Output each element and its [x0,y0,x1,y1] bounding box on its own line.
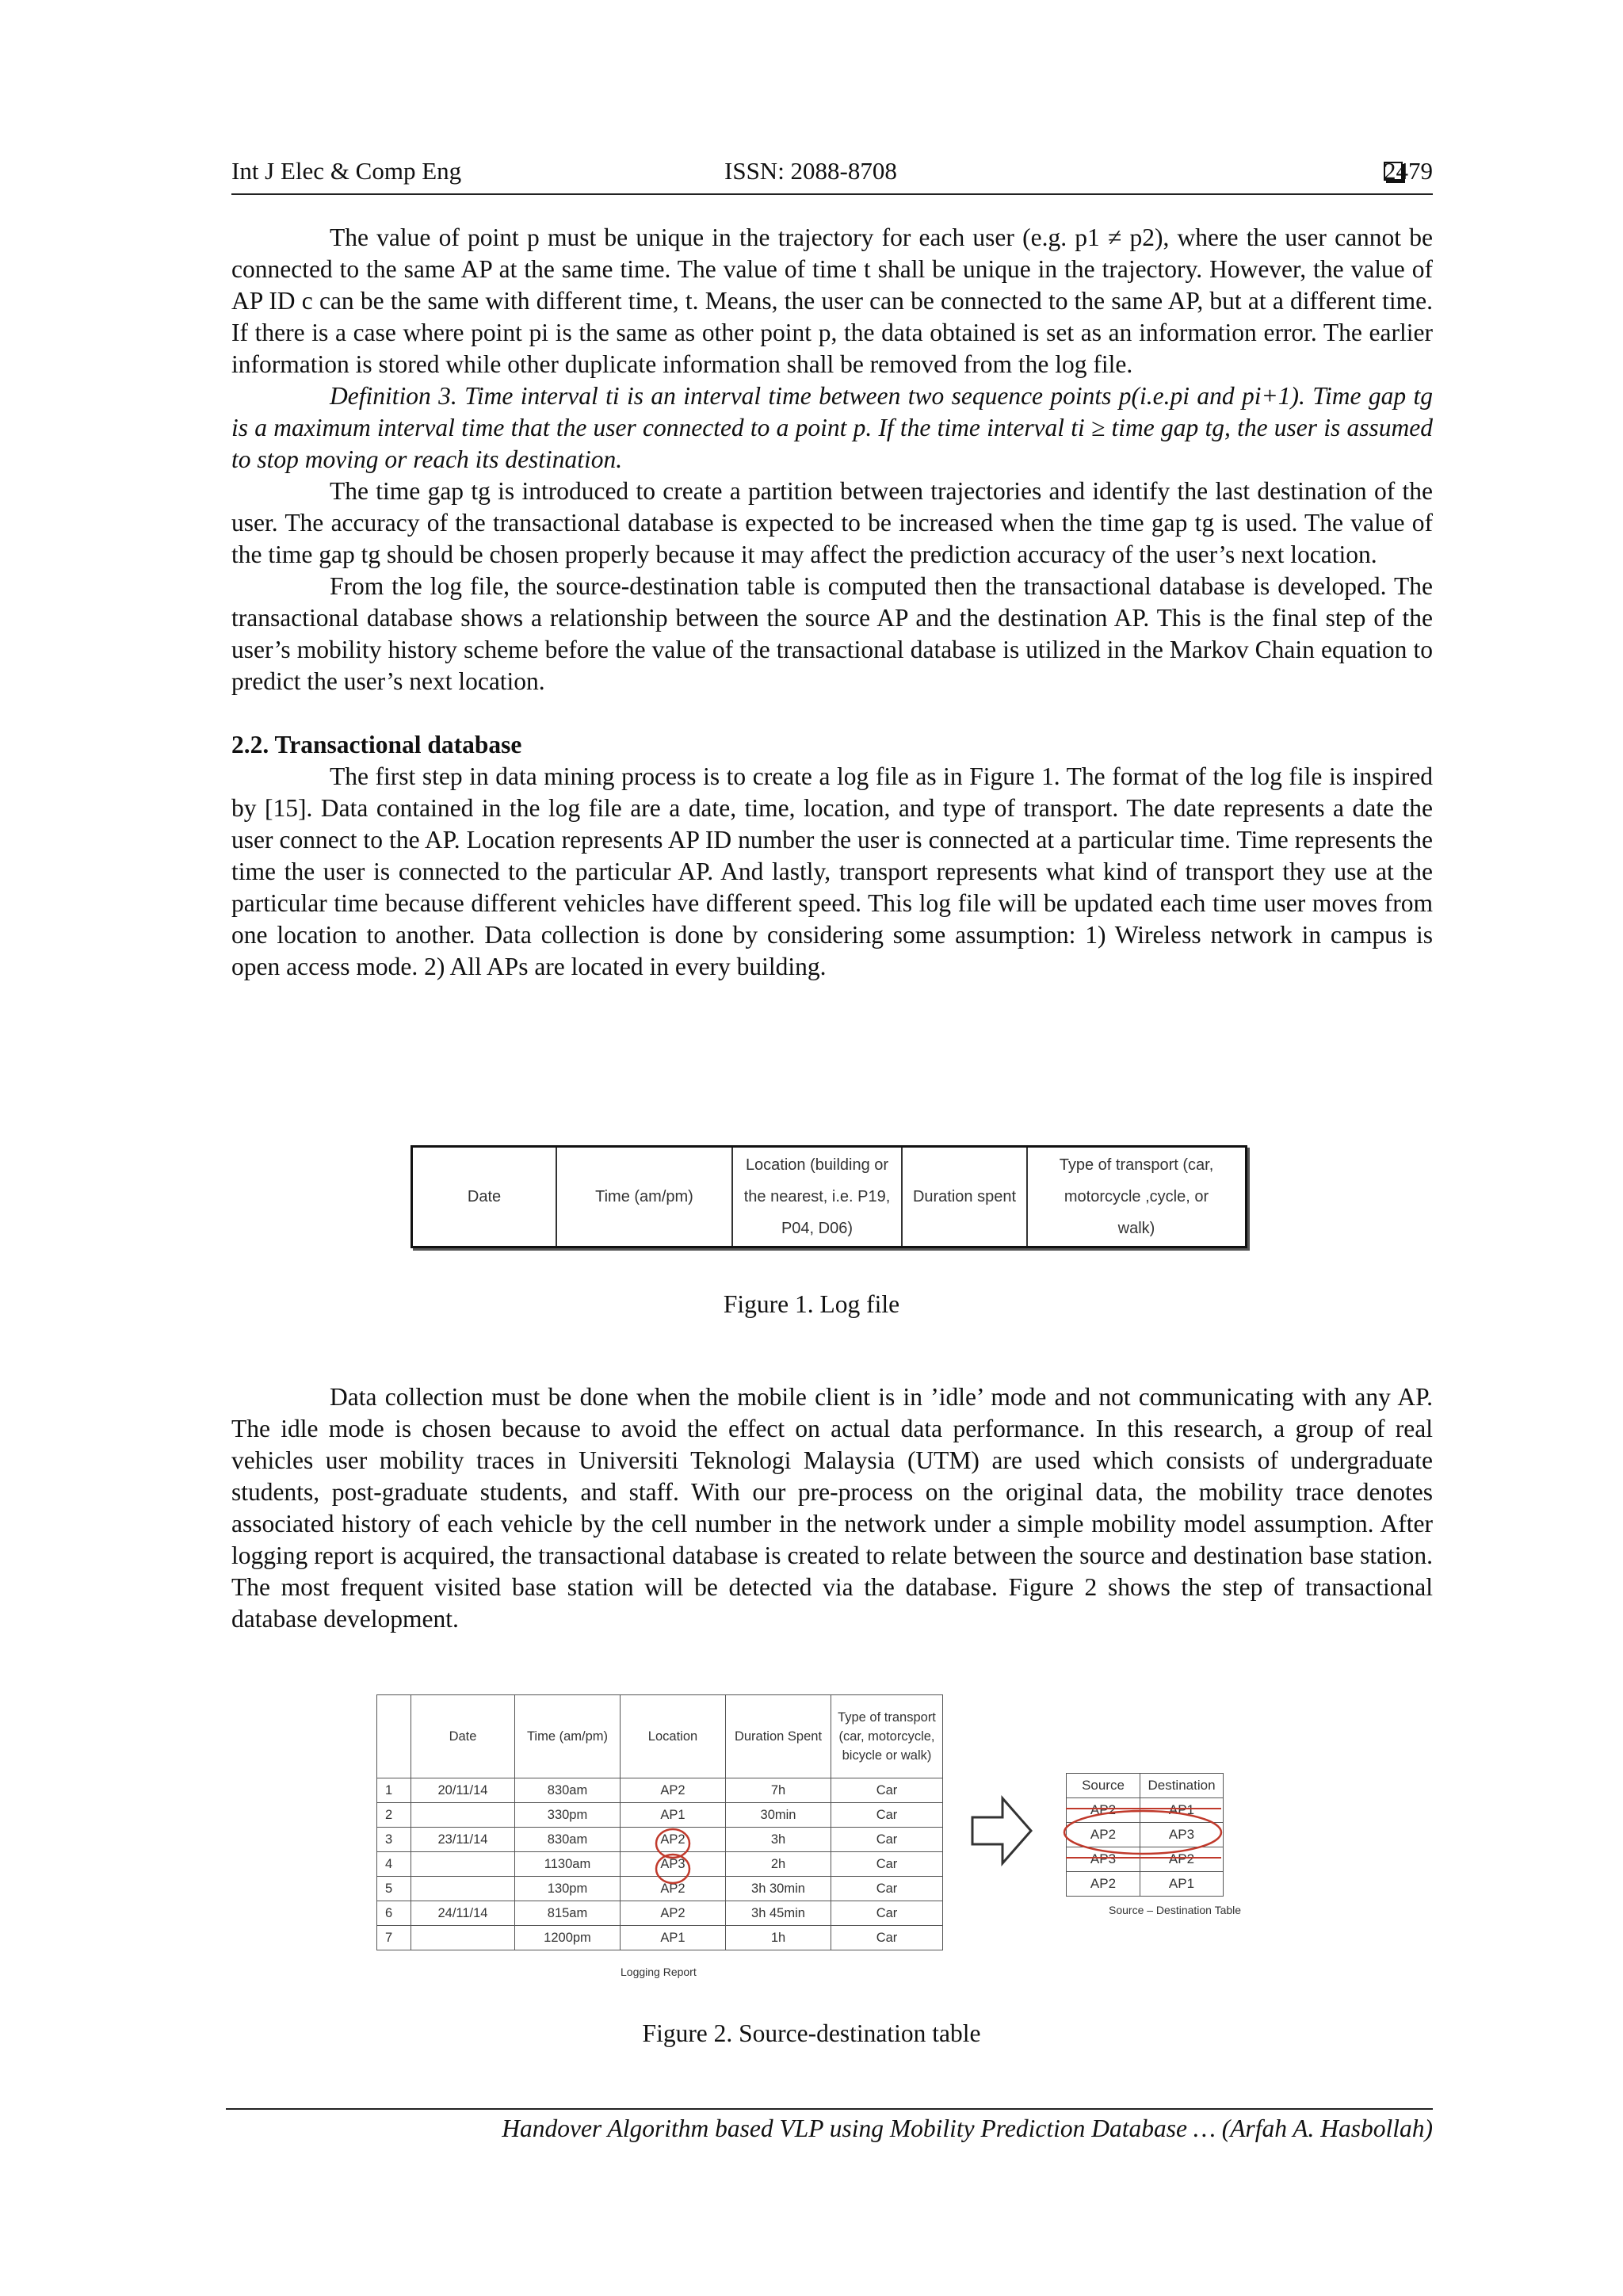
log-column-location: Location (building or the nearest, i.e. P19, P04, D06) [733,1148,903,1246]
source-destination-table [1066,1773,1224,1897]
table-cell [411,1877,515,1901]
log-column-duration: Duration spent [903,1148,1028,1246]
figure-1-caption: Figure 1. Log file [723,1290,900,1318]
table-cell: 3h 45min [726,1901,831,1926]
log-header-date: Date [411,1695,515,1778]
table-cell: 23/11/14 [411,1828,515,1852]
table-cell: 830am [515,1778,621,1803]
table-cell: AP1 [1140,1872,1224,1897]
table-cell: AP1 [1140,1798,1224,1823]
table-row [1067,1798,1224,1823]
table-cell [411,1926,515,1950]
definition-3: Definition 3. Time interval ti is an interval time between two sequence points p(i.e.pi and pi+1). Time gap tg is a maximum interval time that the user connected to a point p. If the time interval ti ≥ time gap tg, the user is assumed to stop moving or reach its destination. [231,382,1433,473]
table-row [377,1926,943,1950]
section-heading-2-2: 2.2. Transactional database [231,731,522,758]
table-cell: AP2 [621,1877,726,1901]
figure-1-log-file-table [411,1145,1247,1248]
square-box-icon [1384,162,1403,181]
table-row [377,1803,943,1828]
page-number-block [1384,157,1433,185]
journal-name: Int J Elec & Comp Eng [231,157,462,185]
log-header-transport: Type of transport (car, motorcycle, bicycle or walk) [831,1695,943,1778]
page-number: 2479 [1384,157,1433,185]
table-cell: 3h 30min [726,1877,831,1901]
table-cell: Car [831,1877,943,1901]
table-cell: 30min [726,1803,831,1828]
table-cell: AP2 [1140,1847,1224,1872]
table-row [377,1778,943,1803]
table-row [377,1901,943,1926]
table-cell: 6 [377,1901,411,1926]
table-cell: Car [831,1778,943,1803]
log-header-row [377,1695,943,1778]
log-column-date: Date [413,1148,557,1246]
table-cell: 5 [377,1877,411,1901]
log-header-location: Location [621,1695,726,1778]
table-cell: AP2 [1067,1798,1140,1823]
table-cell: 130pm [515,1877,621,1901]
table-cell: 1130am [515,1852,621,1877]
table-cell: Car [831,1926,943,1950]
log-header-duration: Duration Spent [726,1695,831,1778]
table-cell: AP1 [621,1926,726,1950]
table-cell: AP3 [1067,1847,1140,1872]
table-cell: AP2 [621,1778,726,1803]
table-cell: AP2 [1067,1823,1140,1847]
table-cell: 330pm [515,1803,621,1828]
table-row [1067,1872,1224,1897]
running-header [231,152,1433,195]
table-cell: 3h [726,1828,831,1852]
table-cell: 24/11/14 [411,1901,515,1926]
body-text-upper [231,222,1433,983]
table-cell: 4 [377,1852,411,1877]
log-column-transport: Type of transport (car, motorcycle ,cycle, or walk) [1059,1156,1214,1237]
issn: ISSN: 2088-8708 [724,157,897,185]
table-row [1067,1823,1224,1847]
table-cell: 7h [726,1778,831,1803]
table-row [1067,1847,1224,1872]
table-cell: AP2 [621,1828,726,1852]
figure-2-caption: Figure 2. Source-destination table [642,2019,981,2047]
table-cell: 2 [377,1803,411,1828]
table-cell: 1h [726,1926,831,1950]
table-cell: 20/11/14 [411,1778,515,1803]
table-cell: 815am [515,1901,621,1926]
log-header-index [377,1695,411,1778]
table-row [377,1852,943,1877]
table-cell: AP3 [621,1852,726,1877]
sd-header-source: Source [1067,1774,1140,1798]
table-cell [411,1803,515,1828]
running-footer: Handover Algorithm based VLP using Mobility Prediction Database … (Arfah A. Hasbollah) [226,2108,1433,2143]
log-header-time: Time (am/pm) [515,1695,621,1778]
table-cell: 3 [377,1828,411,1852]
table-cell: AP2 [1067,1872,1140,1897]
logging-report-table [376,1694,943,1950]
logging-report-label: Logging Report [621,1966,697,1978]
table-cell: 2h [726,1852,831,1877]
table-cell: AP3 [1140,1823,1224,1847]
paragraph-time-gap: The time gap tg is introduced to create a partition between trajectories and identify the last destination of the user. The accuracy of the transactional database is expected to be increased when the time gap tg is used. The value of the time gap tg should be chosen properly because it may affect the prediction accuracy of the user’s next location. [231,477,1433,568]
sd-header-row [1067,1774,1224,1798]
table-cell: AP1 [621,1803,726,1828]
table-cell: Car [831,1852,943,1877]
table-cell: Car [831,1803,943,1828]
table-cell: AP2 [621,1901,726,1926]
table-cell: 7 [377,1926,411,1950]
paragraph-log-file: The first step in data mining process is to create a log file as in Figure 1. The format of the log file is inspired by [15]. Data contained in the log file are a date, time, location, and type of transport. The date represents a date the user connect to the AP. Location represents AP ID number the user is connected at a particular time. Time represents the time the user is connected to the particular AP. And lastly, transport represents what kind of transport they use at the particular time because different vehicles have different speed. This log file will be updated each time user moves from one location to another. Data collection is done by considering some assumption: 1) Wireless network in campus is open access mode. 2) All APs are located in every building. [231,762,1433,980]
table-row [377,1828,943,1852]
table-cell: 1200pm [515,1926,621,1950]
paragraph-source-destination: From the log file, the source-destination table is computed then the transactional database is developed. The transactional database shows a relationship between the source AP and the destination AP. This is the final step of the user’s mobility history scheme before the value of the transactional database is utilized in the Markov Chain equation to predict the user’s next location. [231,572,1433,695]
table-cell [411,1852,515,1877]
paragraph-data-collection: Data collection must be done when the mobile client is in ’idle’ mode and not communicating with any AP. The idle mode is chosen because to avoid the effect on actual data performance. In this research, a group of real vehicles user mobility traces in Universiti Teknologi Malaysia (UTM) are used which consists of undergraduate students, post-graduate students, and staff. With our pre-process on the original data, the mobility trace denotes associated history of each vehicle by the cell number in the network under a simple mobility model assumption. After logging report is acquired, the transactional database is created to relate between the source and destination base station. The most frequent visited base station will be detected via the database. Figure 2 shows the step of transactional database development. [231,1383,1433,1633]
paragraph-unique-point: The value of point p must be unique in the trajectory for each user (e.g. p1 ≠ p2), where the user cannot be connected to the same AP at the same time. The value of time t shall be unique in the trajectory. However, the value of AP ID c can be the same with different time, t. Means, the user can be connected to the same AP, but at a different time. If there is a case where point pi is the same as other point p, the data obtained is set as an information error. The earlier information is stored while other duplicate information shall be removed from the log file. [231,223,1433,378]
table-cell: Car [831,1901,943,1926]
table-cell: 1 [377,1778,411,1803]
sd-header-destination: Destination [1140,1774,1224,1798]
log-column-time: Time (am/pm) [557,1148,733,1246]
figure-2 [376,1694,1285,1988]
body-text-lower [231,1381,1433,1635]
table-row [377,1877,943,1901]
source-destination-label: Source – Destination Table [1109,1904,1242,1916]
table-cell: Car [831,1828,943,1852]
right-arrow-icon [969,1794,1034,1868]
table-cell: 830am [515,1828,621,1852]
